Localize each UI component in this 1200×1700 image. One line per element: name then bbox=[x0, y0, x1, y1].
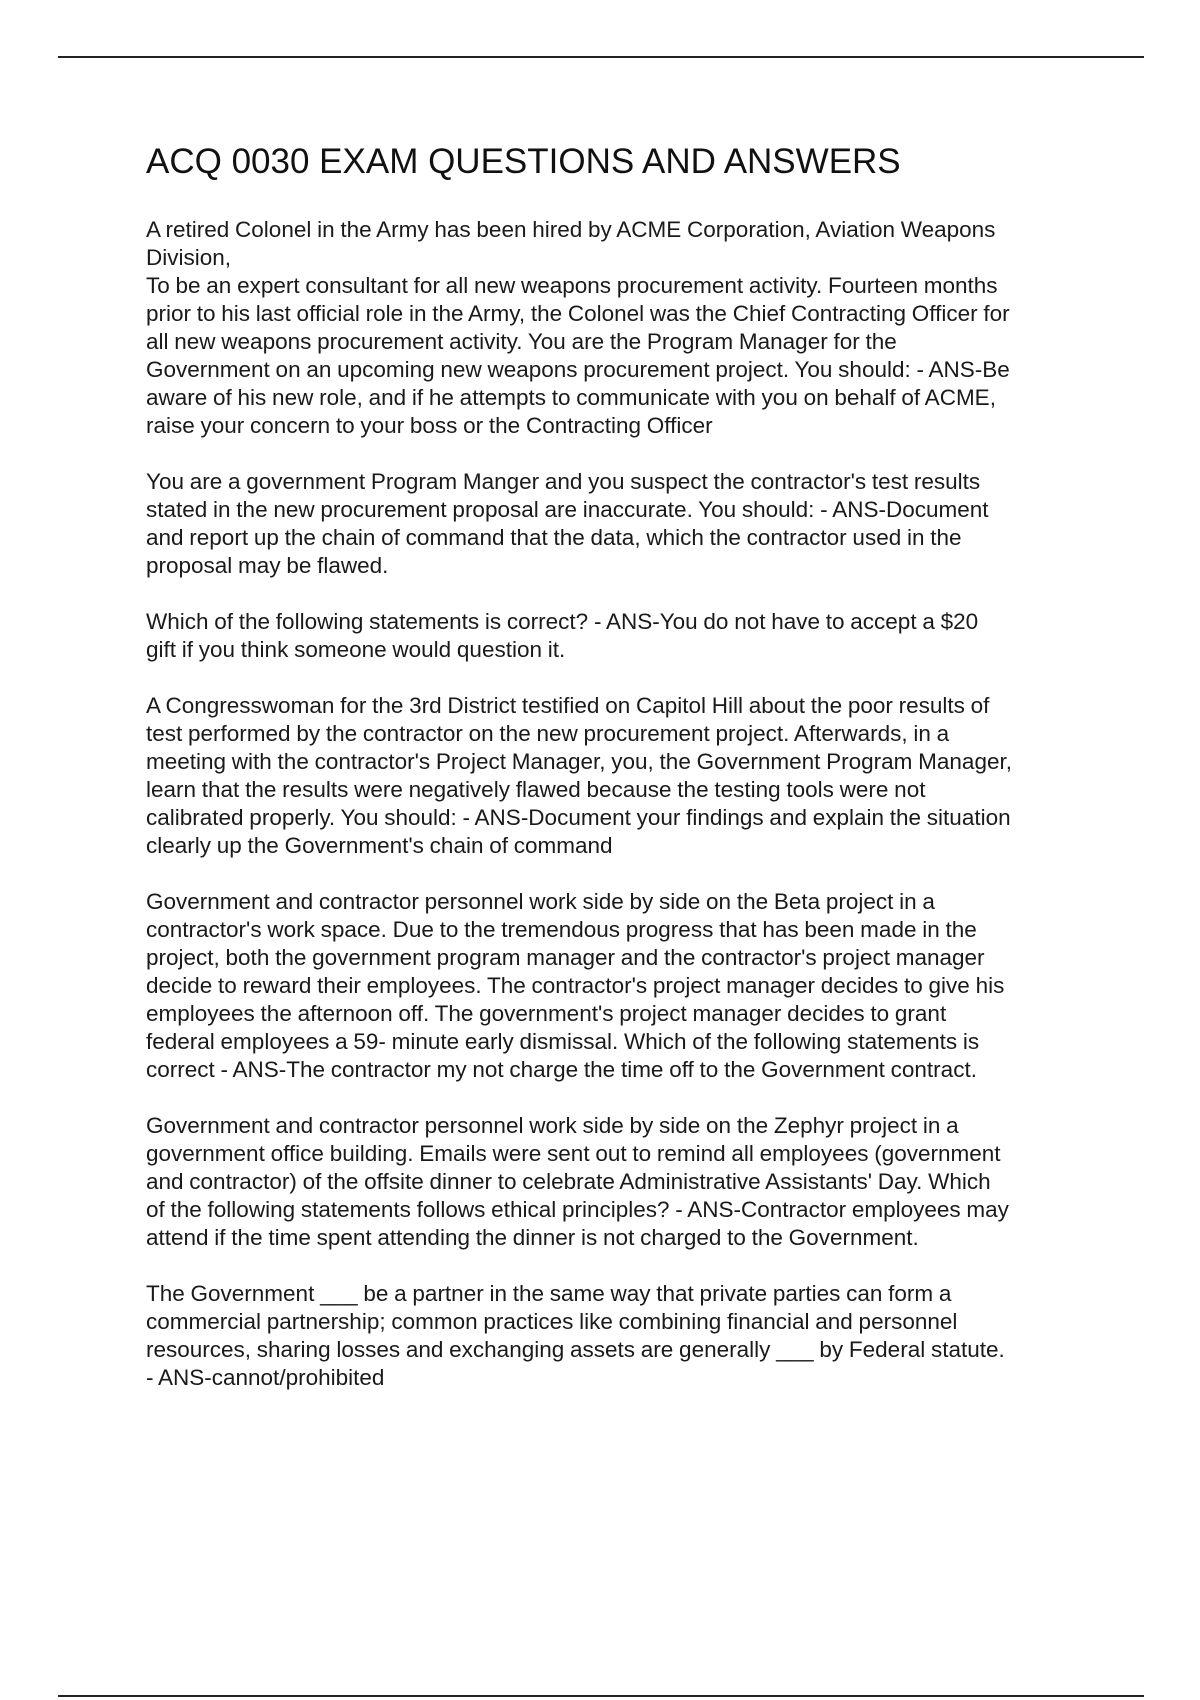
document-body bbox=[146, 140, 1096, 1420]
footer-rule bbox=[58, 1695, 1144, 1697]
qa-item-2: You are a government Program Manger and you suspect the contractor's test results stated in the new procurement proposal are inaccurate. You should: - ANS-Document and report up the chain of command that the data, which the contractor used in the proposal may be flawed. bbox=[146, 469, 989, 578]
document-title: ACQ 0030 EXAM QUESTIONS AND ANSWERS bbox=[146, 142, 901, 181]
qa-item-6: Government and contractor personnel work side by side on the Zephyr project in a government office building. Emails were sent out to remind all employees (government and contractor) of the offsite dinner to celebrate Administrative Assistants' Day. Which of the following statements follows ethical principles? - ANS-Contractor employees may attend if the time spent attending the dinner is not charged to the Government. bbox=[146, 1113, 1009, 1250]
header-rule bbox=[58, 56, 1144, 58]
qa-item-4: A Congresswoman for the 3rd District testified on Capitol Hill about the poor results of test performed by the contractor on the new procurement project. Afterwards, in a meeting with the contractor's Project Manager, you, the Government Program Manager, learn that the results were negatively flawed because the testing tools were not calibrated properly. You should: - ANS-Document your findings and explain the situation clearly up the Government's chain of command bbox=[146, 693, 1012, 858]
qa-item-7: The Government ___ be a partner in the same way that private parties can form a commercial partnership; common practices like combining financial and personnel resources, sharing losses and exchanging assets are generally ___ by Federal statute. - ANS-cannot/prohibited bbox=[146, 1281, 1005, 1390]
qa-item-5: Government and contractor personnel work side by side on the Beta project in a contractor's work space. Due to the tremendous progress that has been made in the project, both the government program manager and the contractor's project manager decide to reward their employees. The contractor's project manager decides to give his employees the afternoon off. The government's project manager decides to grant federal employees a 59- minute early dismissal. Which of the following statements is correct - ANS-The contractor my not charge the time off to the Government contract. bbox=[146, 889, 1005, 1082]
qa-item-3: Which of the following statements is correct? - ANS-You do not have to accept a $20 gift if you think someone would question it. bbox=[146, 609, 979, 662]
qa-item-1: A retired Colonel in the Army has been hired by ACME Corporation, Aviation Weapons Division, To be an expert consultant for all new weapons procurement activity. Fourteen months prior to his last official role in the Army, the Colonel was the Chief Contracting Officer for all new weapons procurement activity. You are the Program Manager for the Government on an upcoming new weapons procurement project. You should: - ANS-Be aware of his new role, and if he attempts to communicate with you on behalf of ACME, raise your concern to your boss or the Contracting Officer bbox=[146, 217, 1010, 438]
